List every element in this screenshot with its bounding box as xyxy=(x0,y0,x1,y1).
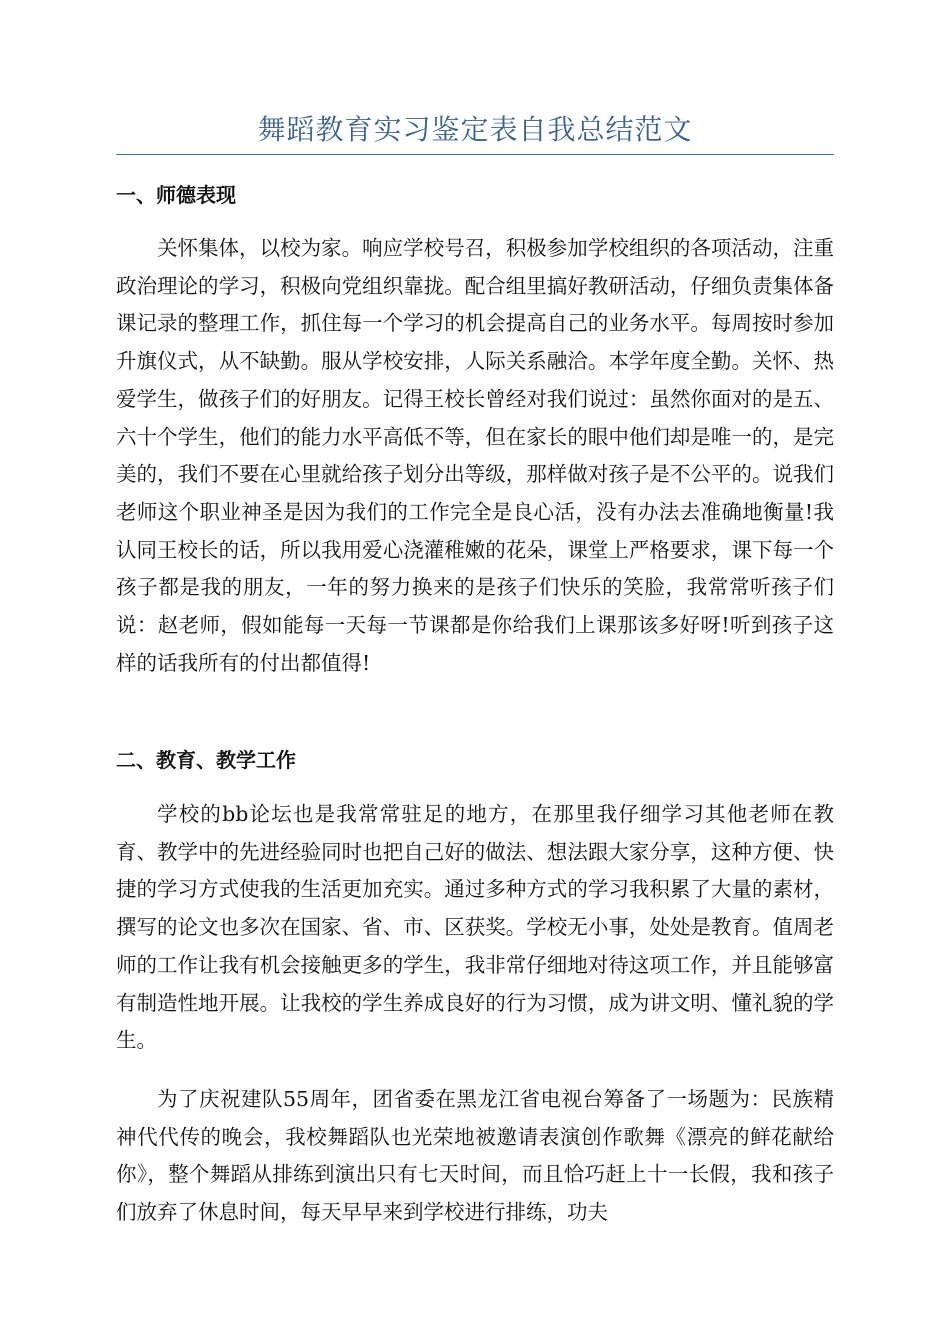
document-title: 舞蹈教育实习鉴定表自我总结范文 xyxy=(257,113,693,146)
title-underline xyxy=(116,154,834,155)
paragraph-teaching-2: 为了庆祝建队55周年，团省委在黑龙江省电视台筹备了一场题为：民族精神代代传的晚会，我校舞蹈队也光荣地被邀请表演创作歌舞《漂亮的鲜花献给你》，整个舞蹈从排练到演出只有七天时间，而且恰巧赶上十一长假，我和孩子们放弃了休息时间，每天早早来到学校进行排练，功夫 xyxy=(116,1087,834,1225)
paragraph-teaching-1: 学校的bb论坛也是我常常驻足的地方，在那里我仔细学习其他老师在教育、教学中的先进经验同时也把自己好的做法、想法跟大家分享，这种方便、快捷的学习方式使我的生活更加充实。通过多种方式的学习我积累了大量的素材，撰写的论文也多次在国家、省、市、区获奖。学校无小事，处处是教育。值周老师的工作让我有机会接触更多的学生，我非常仔细地对待这项工作，并且能够富有制造性地开展。让我校的学生养成良好的行为习惯，成为讲文明、懂礼貌的学生。 xyxy=(116,802,834,1053)
paragraph-ethics: 关怀集体，以校为家。响应学校号召，积极参加学校组织的各项活动，注重政治理论的学习，积极向党组织靠拢。配合组里搞好教研活动，仔细负责集体备课记录的整理工作，抓住每一个学习的机会提高自己的业务水平。每周按时参加升旗仪式，从不缺勤。服从学校安排，人际关系融洽。本学年度全勤。关怀、热爱学生，做孩子们的好朋友。记得王校长曾经对我们说过：虽然你面对的是五、六十个学生，他们的能力水平高低不等，但在家长的眼中他们却是唯一的，是完美的，我们不要在心里就给孩子划分出等级，那样做对孩子是不公平的。说我们老师这个职业神圣是因为我们的工作完全是良心活，没有办法去准确地衡量!我认同王校长的话，所以我用爱心浇灌稚嫩的花朵，课堂上严格要求，课下每一个孩子都是我的朋友，一年的努力换来的是孩子们快乐的笑脸，我常常听孩子们说：赵老师，假如能每一天每一节课都是你给我们上课那该多好呀!听到孩子这样的话我所有的付出都值得! xyxy=(116,236,834,675)
section-heading-teaching: 二、教育、教学工作 xyxy=(116,748,296,772)
section-heading-ethics: 一、师德表现 xyxy=(116,183,236,207)
